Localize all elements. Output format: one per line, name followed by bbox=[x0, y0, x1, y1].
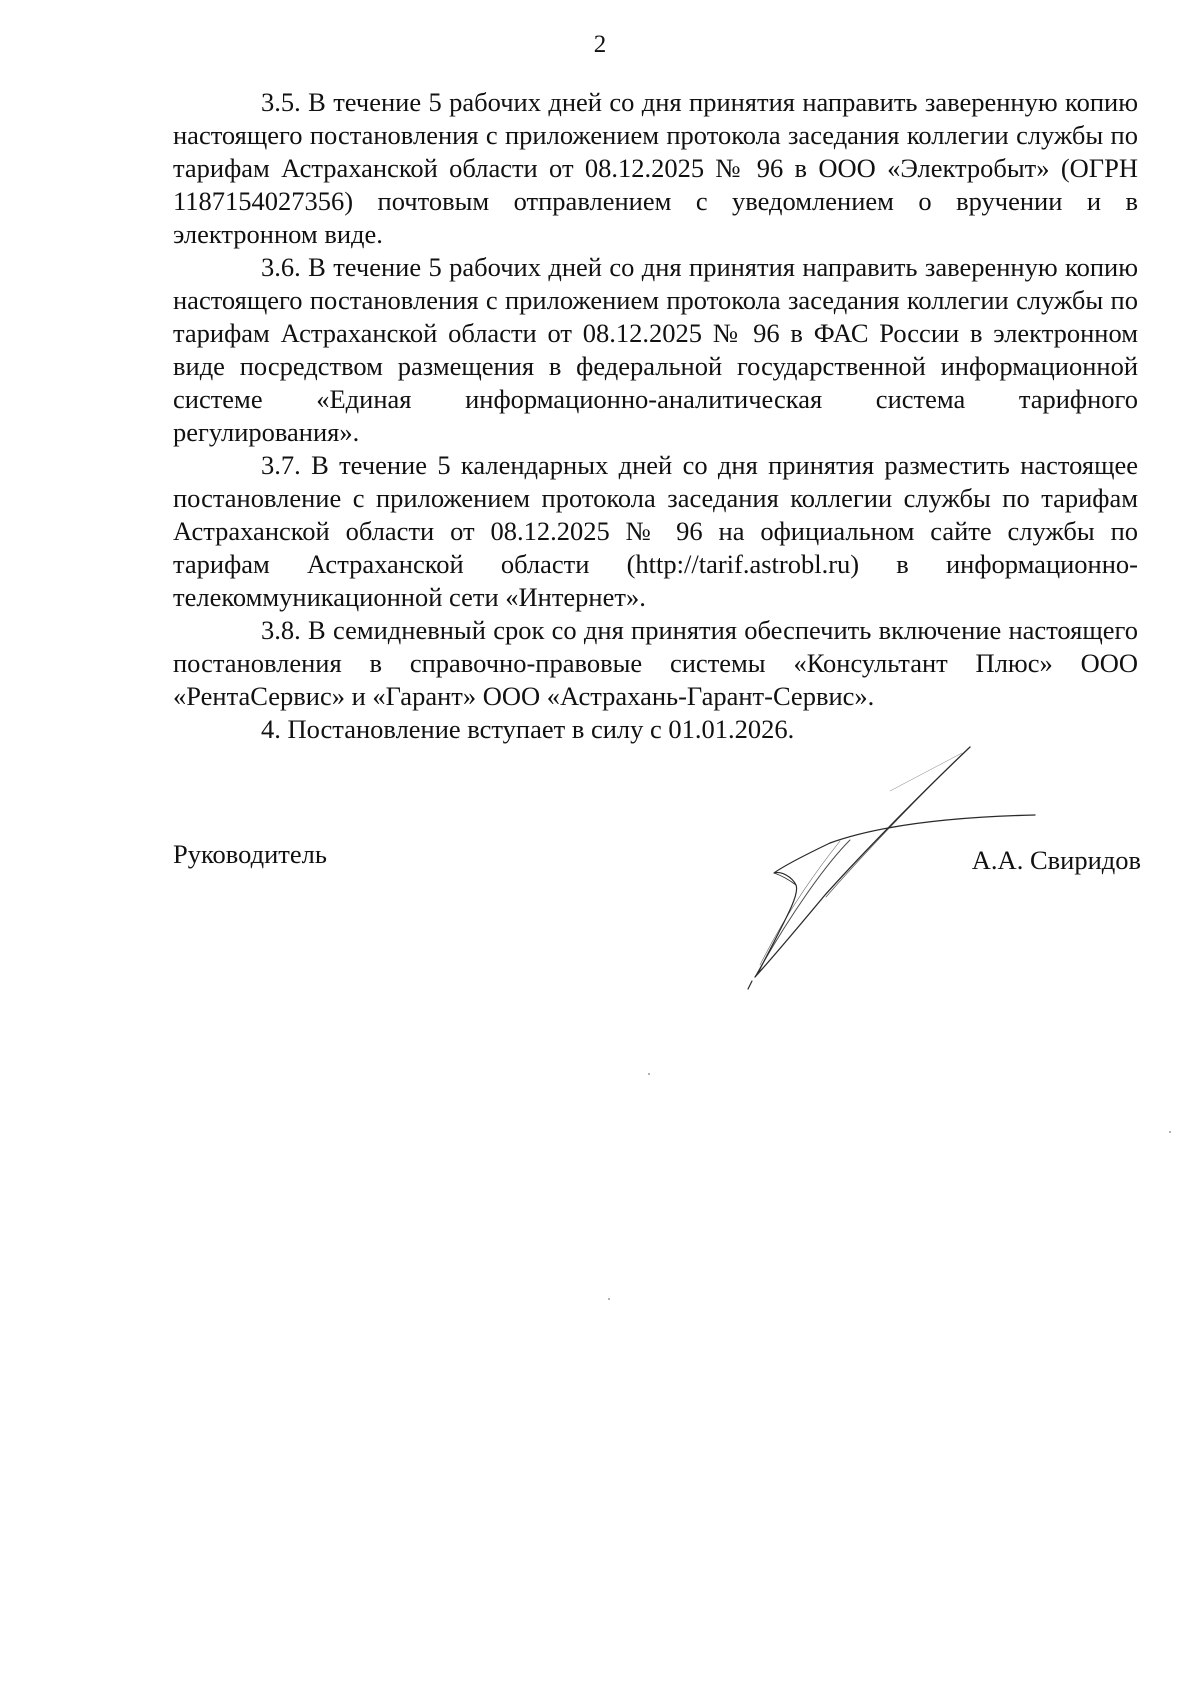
paragraph-3-7: 3.7. В течение 5 календарных дней со дня принятия разместить настоящее постановление с приложением протокола заседания коллегии службы по тарифам Астраханской области от 08.12.2025 № 96 на официальном сайте службы по тарифам Астраханской области (http://tarif.astrobl.ru) в информационно-телекоммуникационной сети «Интернет». bbox=[173, 450, 1138, 612]
page-number: 2 bbox=[593, 31, 607, 58]
signature-stroke bbox=[748, 981, 752, 989]
scan-speck bbox=[1169, 1131, 1171, 1133]
signature-stroke bbox=[826, 751, 966, 897]
signatory-title: Руководитель bbox=[173, 839, 327, 869]
paragraph-3-6: 3.6. В течение 5 рабочих дней со дня принятия направить заверенную копию настоящего постановления с приложением протокола заседания коллегии службы по тарифам Астраханской области от 08.12.2025 № 96 в ФАС России в электронном виде посредством размещения в федеральной государственной информационной системе «Единая информационно-аналитическая система тарифного регулирования». bbox=[173, 252, 1138, 447]
paragraph-3-5: 3.5. В течение 5 рабочих дней со дня принятия направить заверенную копию настоящего постановления с приложением протокола заседания коллегии службы по тарифам Астраханской области от 08.12.2025 № 96 в ООО «Электробыт» (ОГРН 1187154027356) почтовым отправлением с уведомлением о вручении и в электронном виде. bbox=[173, 87, 1138, 249]
paragraph-3-8: 3.8. В семидневный срок со дня принятия обеспечить включение настоящего постановления в справочно-правовые системы «Консультант Плюс» ООО «РентаСервис» и «Гарант» ООО «Астрахань-Гарант-Сервис». bbox=[173, 615, 1138, 711]
scan-speck bbox=[608, 1298, 610, 1300]
handwritten-signature bbox=[730, 745, 1050, 1035]
document-body bbox=[173, 86, 1138, 746]
paragraph-4: 4. Постановление вступает в силу с 01.01.2026. bbox=[261, 714, 795, 744]
signature-stroke bbox=[830, 815, 1035, 843]
signature-stroke bbox=[755, 747, 970, 977]
signature-stroke bbox=[890, 753, 962, 791]
scan-speck bbox=[648, 1073, 650, 1075]
signatory-name: А.А. Свиридов bbox=[971, 845, 1141, 875]
signature-stroke bbox=[755, 840, 850, 977]
